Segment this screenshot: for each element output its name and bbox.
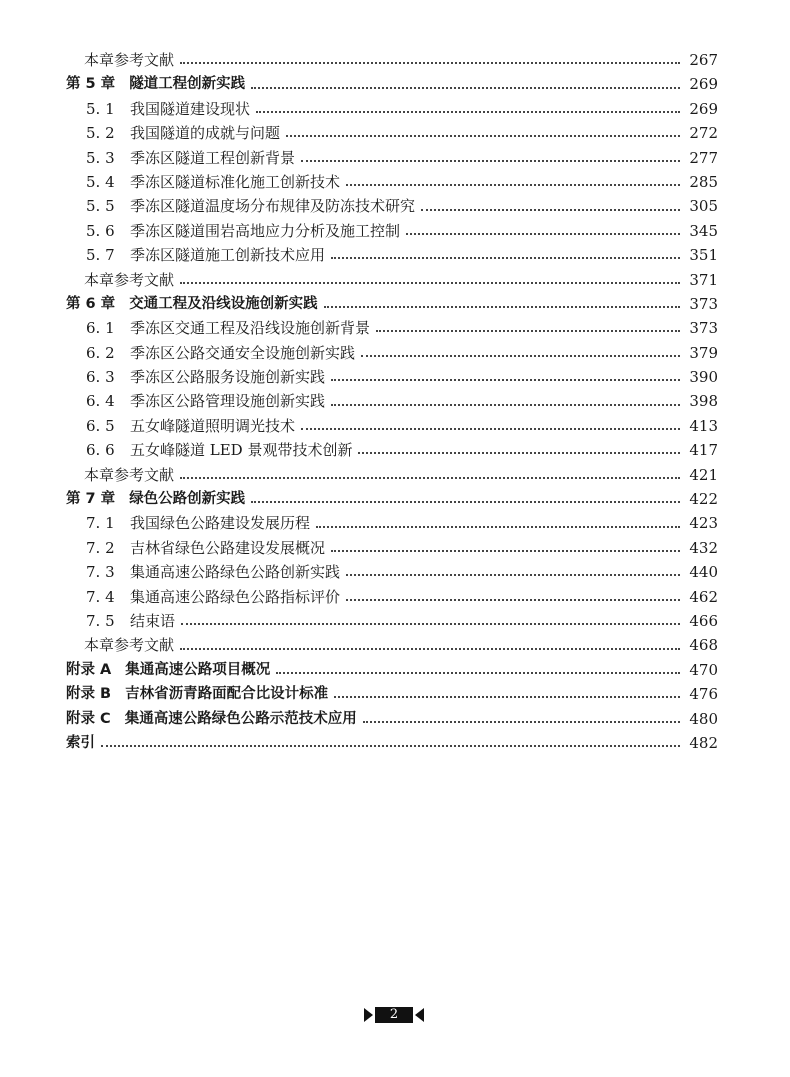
toc-page-number: 462 xyxy=(689,587,718,606)
toc-chapter-entry[interactable] xyxy=(0,658,718,682)
toc-entry-number: 5. 2 xyxy=(86,124,115,143)
toc-entry-number: 5. 7 xyxy=(86,246,115,265)
toc-section-entry[interactable] xyxy=(0,560,718,584)
toc-section-entry[interactable] xyxy=(0,121,718,145)
toc-entry-title xyxy=(0,487,245,511)
toc-entry-text: 本章参考文献 xyxy=(84,270,175,289)
toc-entry-number: 5. 5 xyxy=(86,197,115,216)
toc-section-entry[interactable] xyxy=(0,219,718,243)
toc-entry-text: 索引 xyxy=(66,734,95,751)
toc-entry-title xyxy=(0,341,355,365)
dot-leader xyxy=(276,672,680,674)
toc-entry-number: 5. 3 xyxy=(86,148,115,167)
toc-entry-text: 五女峰隧道照明调光技术 xyxy=(130,416,296,435)
toc-section-entry[interactable] xyxy=(0,511,718,535)
dot-leader xyxy=(331,379,680,381)
dot-leader xyxy=(376,330,680,332)
dot-leader xyxy=(324,306,680,308)
table-of-contents xyxy=(0,48,790,755)
toc-page-number: 417 xyxy=(689,441,718,460)
toc-entry-title xyxy=(0,292,318,316)
toc-entry-text: 集通高速公路项目概况 xyxy=(125,661,271,678)
toc-entry-text: 季冻区交通工程及沿线设施创新背景 xyxy=(130,319,371,338)
dot-leader xyxy=(331,257,680,259)
toc-chapter-entry[interactable] xyxy=(0,731,718,755)
toc-entry-title xyxy=(0,414,295,438)
dot-leader xyxy=(251,87,680,89)
toc-entry-text: 本章参考文献 xyxy=(84,636,175,655)
toc-entry-number: 6. 2 xyxy=(86,343,115,362)
toc-page-number: 373 xyxy=(689,319,718,338)
dot-leader xyxy=(363,721,680,723)
toc-entry-text: 季冻区公路管理设施创新实践 xyxy=(130,392,326,411)
toc-entry-number: 7. 5 xyxy=(86,611,115,630)
toc-entry-text: 隧道工程创新实践 xyxy=(129,76,246,93)
toc-entry-text: 季冻区隧道施工创新技术应用 xyxy=(130,246,326,265)
toc-page-number: 440 xyxy=(689,563,718,582)
toc-entry-number: 6. 6 xyxy=(86,441,115,460)
toc-entry-number: 6. 1 xyxy=(86,319,115,338)
toc-entry-title xyxy=(0,511,310,535)
toc-page-number: 432 xyxy=(689,538,718,557)
toc-entry-text: 结束语 xyxy=(130,611,176,630)
toc-section-entry[interactable] xyxy=(0,341,718,365)
toc-page-number: 422 xyxy=(689,490,718,509)
toc-references-entry[interactable] xyxy=(0,463,718,487)
toc-entry-title xyxy=(0,365,325,389)
toc-page-number: 351 xyxy=(689,246,718,265)
toc-entry-number: 附录 A xyxy=(66,661,112,678)
toc-entry-title xyxy=(0,316,370,340)
toc-entry-number: 5. 6 xyxy=(86,221,115,240)
dot-leader xyxy=(331,550,680,552)
toc-entry-number: 5. 1 xyxy=(86,99,115,118)
dot-leader xyxy=(251,501,680,503)
toc-page-number: 267 xyxy=(689,51,718,69)
dot-leader xyxy=(301,428,680,430)
toc-entry-number: 7. 1 xyxy=(86,514,115,533)
dot-leader xyxy=(316,526,680,528)
toc-references-entry[interactable] xyxy=(0,268,718,292)
toc-entry-number: 5. 4 xyxy=(86,172,115,191)
toc-entry-text: 季冻区公路服务设施创新实践 xyxy=(130,368,326,387)
toc-entry-title xyxy=(0,243,325,267)
toc-entry-number: 附录 B xyxy=(66,686,112,703)
toc-entry-title xyxy=(0,268,174,292)
toc-entry-title xyxy=(0,609,175,633)
dot-leader xyxy=(361,355,680,357)
toc-entry-title xyxy=(0,585,340,609)
toc-entry-number: 7. 2 xyxy=(86,538,115,557)
toc-entry-text: 集通高速公路绿色公路创新实践 xyxy=(130,563,341,582)
toc-entry-text: 交通工程及沿线设施创新实践 xyxy=(129,295,318,312)
toc-entry-text: 我国隧道的成就与问题 xyxy=(130,124,281,143)
toc-section-entry[interactable] xyxy=(0,585,718,609)
toc-page-number: 272 xyxy=(689,124,718,143)
toc-entry-title xyxy=(0,560,340,584)
toc-entry-number: 第 6 章 xyxy=(66,295,116,312)
toc-entry-text: 季冻区公路交通安全设施创新实践 xyxy=(130,343,356,362)
toc-entry-text: 本章参考文献 xyxy=(84,51,175,69)
dot-leader xyxy=(180,282,680,284)
dot-leader xyxy=(180,477,680,479)
toc-page-number: 285 xyxy=(689,172,718,191)
toc-page-number: 482 xyxy=(689,733,718,752)
toc-entry-text: 季冻区隧道标准化施工创新技术 xyxy=(130,172,341,191)
toc-page-number: 421 xyxy=(689,465,718,484)
toc-entry-text: 吉林省沥青路面配合比设计标准 xyxy=(125,686,329,703)
dot-leader xyxy=(180,62,680,64)
toc-chapter-entry[interactable] xyxy=(0,682,718,706)
toc-page-number: 480 xyxy=(689,709,718,728)
dot-leader xyxy=(101,745,680,747)
toc-entry-text: 季冻区隧道温度场分布规律及防冻技术研究 xyxy=(130,197,416,216)
toc-entry-number: 第 7 章 xyxy=(66,491,116,508)
toc-entry-text: 我国隧道建设现状 xyxy=(130,99,251,118)
toc-entry-text: 集通高速公路绿色公路示范技术应用 xyxy=(124,710,357,727)
toc-entry-text: 五女峰隧道 LED 景观带技术创新 xyxy=(130,441,353,460)
dot-leader xyxy=(181,623,680,625)
toc-entry-title xyxy=(0,72,245,96)
dot-leader xyxy=(256,111,680,113)
dot-leader xyxy=(346,599,680,601)
toc-entry-title xyxy=(0,194,415,218)
dot-leader xyxy=(346,184,680,186)
toc-entry-title xyxy=(0,682,328,706)
left-triangle-icon xyxy=(415,1008,424,1022)
toc-section-entry[interactable] xyxy=(0,194,718,218)
toc-page-number: 466 xyxy=(689,611,718,630)
toc-page-number: 390 xyxy=(689,368,718,387)
toc-entry-text: 季冻区隧道工程创新背景 xyxy=(130,148,296,167)
toc-chapter-entry[interactable] xyxy=(0,707,718,731)
toc-page-number: 277 xyxy=(689,148,718,167)
toc-chapter-entry[interactable] xyxy=(0,292,718,316)
dot-leader xyxy=(334,696,680,698)
toc-entry-title xyxy=(0,97,250,121)
toc-page-number: 423 xyxy=(689,514,718,533)
toc-entry-title xyxy=(0,146,295,170)
toc-page-number: 470 xyxy=(689,660,718,679)
toc-section-entry[interactable] xyxy=(0,389,718,413)
toc-page-number: 413 xyxy=(689,416,718,435)
toc-entry-text: 绿色公路创新实践 xyxy=(129,491,246,508)
toc-references-entry[interactable] xyxy=(0,633,718,657)
toc-section-entry[interactable] xyxy=(0,414,718,438)
toc-entry-title xyxy=(0,463,174,487)
dot-leader xyxy=(180,648,680,650)
dot-leader xyxy=(346,574,680,576)
right-triangle-icon xyxy=(364,1008,373,1022)
toc-entry-title xyxy=(0,731,95,755)
toc-chapter-entry[interactable] xyxy=(0,72,718,96)
page-number-marker xyxy=(360,1006,428,1024)
toc-section-entry[interactable] xyxy=(0,243,718,267)
toc-entry-number: 第 5 章 xyxy=(66,76,116,93)
toc-entry-title xyxy=(0,170,340,194)
toc-entry-title xyxy=(0,536,325,560)
toc-page-number: 269 xyxy=(689,99,718,118)
toc-page-number: 269 xyxy=(689,75,718,94)
toc-entry-text: 本章参考文献 xyxy=(84,465,175,484)
toc-section-entry[interactable] xyxy=(0,438,718,462)
toc-page-number: 373 xyxy=(689,294,718,313)
toc-page-number: 371 xyxy=(689,270,718,289)
toc-section-entry[interactable] xyxy=(0,146,718,170)
toc-section-entry[interactable] xyxy=(0,536,718,560)
toc-page-number: 398 xyxy=(689,392,718,411)
toc-entry-text: 集通高速公路绿色公路指标评价 xyxy=(130,587,341,606)
toc-page-number: 476 xyxy=(689,685,718,704)
toc-entry-number: 7. 4 xyxy=(86,587,115,606)
toc-entry-title xyxy=(0,48,174,72)
toc-entry-title xyxy=(0,707,357,731)
toc-entry-title xyxy=(0,658,270,682)
toc-entry-number: 6. 5 xyxy=(86,416,115,435)
dot-leader xyxy=(301,160,680,162)
toc-page-number: 345 xyxy=(689,221,718,240)
toc-section-entry[interactable] xyxy=(0,170,718,194)
toc-entry-number: 6. 3 xyxy=(86,368,115,387)
toc-entry-title xyxy=(0,438,352,462)
toc-entry-number: 6. 4 xyxy=(86,392,115,411)
toc-section-entry[interactable] xyxy=(0,97,718,121)
dot-leader xyxy=(421,209,680,211)
dot-leader xyxy=(406,233,680,235)
toc-page-number: 468 xyxy=(689,636,718,655)
toc-section-entry[interactable] xyxy=(0,609,718,633)
toc-entry-title xyxy=(0,633,174,657)
toc-entry-title xyxy=(0,121,280,145)
toc-entry-text: 我国绿色公路建设发展历程 xyxy=(130,514,311,533)
page-number: 2 xyxy=(375,1007,413,1023)
dot-leader xyxy=(286,135,680,137)
dot-leader xyxy=(358,452,680,454)
toc-entry-number: 附录 C xyxy=(66,710,111,727)
toc-page-number: 305 xyxy=(689,197,718,216)
toc-references-entry[interactable] xyxy=(0,48,718,72)
toc-entry-number: 7. 3 xyxy=(86,563,115,582)
toc-entry-title xyxy=(0,389,325,413)
toc-section-entry[interactable] xyxy=(0,316,718,340)
toc-section-entry[interactable] xyxy=(0,365,718,389)
toc-entry-title xyxy=(0,219,400,243)
toc-entry-text: 吉林省绿色公路建设发展概况 xyxy=(130,538,326,557)
toc-chapter-entry[interactable] xyxy=(0,487,718,511)
toc-page-number: 379 xyxy=(689,343,718,362)
dot-leader xyxy=(331,404,680,406)
toc-entry-text: 季冻区隧道围岩高地应力分析及施工控制 xyxy=(130,221,401,240)
